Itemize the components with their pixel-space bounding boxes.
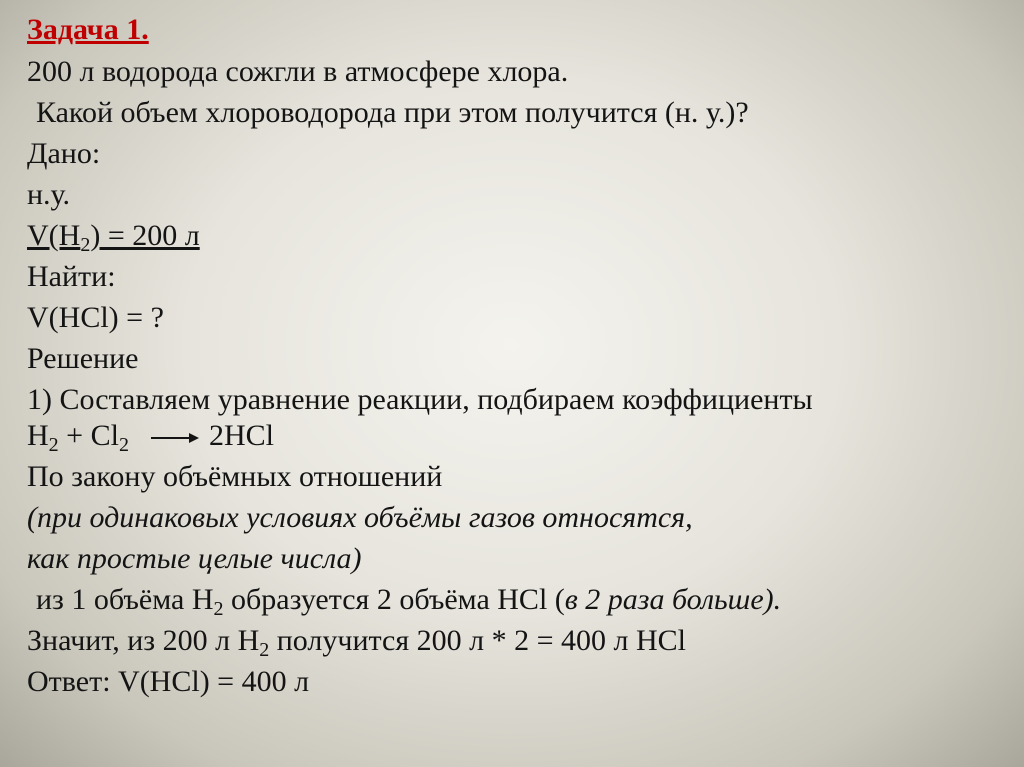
- calculation: [27, 623, 686, 659]
- ratio-text-b: образуется 2 объёма HCl (: [223, 583, 565, 616]
- equation-h-subscript: 2: [48, 434, 59, 456]
- problem-line-1: 200 л водорода сожгли в атмосфере хлора.: [27, 55, 569, 88]
- find-label: Найти:: [27, 260, 116, 293]
- equation-plus-cl: + Cl: [58, 419, 119, 452]
- solution-step-1: 1) Составляем уравнение реакции, подбираем коэффициенты: [27, 383, 813, 416]
- volume-ratio: [36, 582, 781, 618]
- given-conditions: н.у.: [27, 178, 71, 211]
- ratio-note: в 2 раза больше).: [564, 583, 782, 616]
- calc-text-b: получится 200 л * 2 = 400 л HCl: [269, 624, 686, 657]
- law-statement: По закону объёмных отношений: [27, 460, 443, 493]
- given-volume-prefix: V(H: [27, 219, 81, 252]
- equation-product: 2HCl: [208, 419, 274, 452]
- find-target: V(HCl) = ?: [27, 301, 164, 334]
- law-note-line-2: как простые целые числа): [27, 542, 362, 575]
- ratio-subscript: 2: [213, 598, 224, 620]
- given-volume-subscript: 2: [80, 234, 91, 256]
- equation-cl-subscript: 2: [118, 434, 129, 456]
- equation-h: H: [27, 419, 49, 452]
- answer: Ответ: V(HCl) = 400 л: [27, 665, 310, 698]
- solution-label: Решение: [27, 342, 139, 375]
- ratio-text-a: из 1 объёма H: [36, 583, 214, 616]
- task-title: Задача 1.: [27, 13, 149, 46]
- given-volume: [27, 218, 200, 254]
- calc-subscript: 2: [259, 639, 270, 661]
- calc-text-a: Значит, из 200 л H: [27, 624, 260, 657]
- law-note-line-1: (при одинаковых условиях объёмы газов относятся,: [27, 501, 693, 534]
- reaction-equation: [27, 418, 274, 454]
- problem-line-2: Какой объем хлороводорода при этом получится (н. у.)?: [36, 96, 749, 129]
- given-volume-suffix: ) = 200 л: [90, 219, 200, 252]
- reaction-arrow-icon: [151, 431, 199, 445]
- given-label: Дано:: [27, 137, 101, 170]
